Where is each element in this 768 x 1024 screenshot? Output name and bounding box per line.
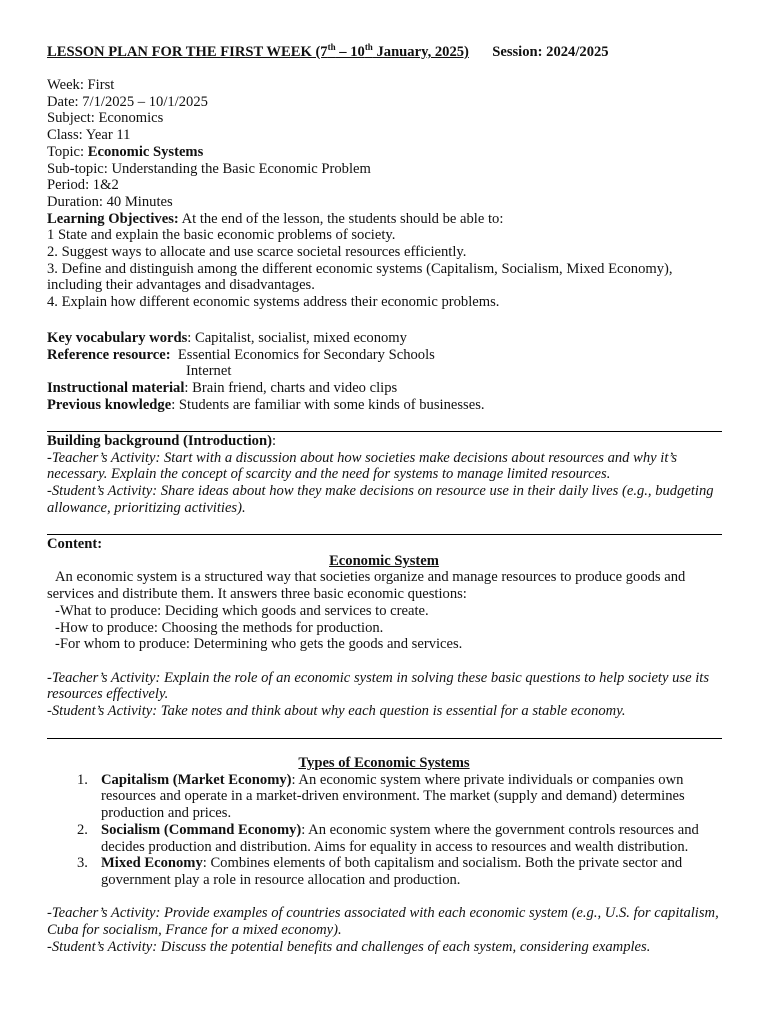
question-item: -How to produce: Choosing the methods for production.	[55, 619, 384, 636]
period-line: Period: 1&2	[47, 177, 119, 194]
spacer	[47, 653, 721, 670]
objective-item: 1 State and explain the basic economic problems of society.	[47, 227, 396, 244]
content-section	[47, 536, 721, 720]
material-line: Instructional material: Brain friend, charts and video clips	[47, 380, 398, 397]
economic-system-paragraph: An economic system is a structured way that societies organize and manage resources to produce goods and services and distribute them. It answers three basic economic questions:	[47, 569, 686, 603]
reference-line: Reference resource: Essential Economics for Secondary Schools	[47, 346, 435, 363]
types-section	[47, 755, 721, 955]
title-text: LESSON PLAN FOR THE FIRST WEEK (7th – 10th January, 2025)	[47, 42, 469, 60]
types-heading: Types of Economic Systems	[298, 755, 470, 771]
content-label: Content:	[47, 536, 103, 552]
teacher-activity: -Teacher’s Activity: Start with a discussion about how societies make decisions about resources and why it’s necessary. Explain the concept of scarcity and the need for systems to manage limited resources.	[47, 449, 678, 483]
student-activity: -Student’s Activity: Share ideas about how they make decisions on resource use in their daily lives (e.g., budgeting allowance, prioritizing activities).	[47, 483, 714, 516]
previous-knowledge-line: Previous knowledge: Students are familiar with some kinds of businesses.	[47, 396, 485, 413]
reference-line-2: Internet	[186, 363, 232, 380]
background-section	[47, 433, 721, 517]
objectives-intro: Learning Objectives: At the end of the lesson, the students should be able to:	[47, 210, 504, 227]
vocab-line: Key vocabulary words: Capitalist, socialist, mixed economy	[47, 330, 407, 346]
question-item: -What to produce: Deciding which goods and services to create.	[55, 602, 429, 619]
spacer	[47, 889, 721, 906]
duration-line: Duration: 40 Minutes	[47, 193, 173, 210]
section-divider	[47, 534, 722, 535]
economic-system-heading: Economic System	[329, 552, 439, 569]
section-divider	[47, 738, 722, 739]
class-line: Class: Year 11	[47, 127, 131, 144]
week-line: Week: First	[47, 77, 115, 93]
teacher-activity: -Teacher’s Activity: Explain the role of an economic system in solving these basic questions to help society use its resources effectively.	[47, 669, 709, 703]
list-item: 2. Socialism (Command Economy): An economic system where the government controls resources and decides production and distribution. Aims for equality in access to resources and wealth distribution.	[77, 821, 699, 855]
lesson-resources	[47, 330, 721, 414]
objective-item: 4. Explain how different economic systems address their economic problems.	[47, 294, 500, 311]
subtopic-line: Sub-topic: Understanding the Basic Economic Problem	[47, 160, 371, 177]
student-activity: -Student’s Activity: Take notes and think about why each question is essential for a stable economy.	[47, 703, 626, 720]
teacher-activity: -Teacher’s Activity: Provide examples of countries associated with each economic system (e.g., U.S. for capitalism, Cuba for socialism, France for a mixed economy).	[47, 905, 719, 939]
topic-line: Topic: Economic Systems	[47, 143, 204, 160]
session-label: Session: 2024/2025	[492, 44, 609, 60]
list-item: 1. Capitalism (Market Economy): An economic system where private individuals or companies own resources and operate in a market-driven environment. The market (supply and demand) determines production and prices.	[77, 771, 685, 822]
lesson-plan-title	[47, 44, 609, 61]
section-divider	[47, 431, 722, 432]
question-item: -For whom to produce: Determining who gets the goods and services.	[55, 636, 463, 653]
objective-item: 2. Suggest ways to allocate and use scarce societal resources efficiently.	[47, 244, 467, 261]
date-line: Date: 7/1/2025 – 10/1/2025	[47, 93, 208, 110]
student-activity: -Student’s Activity: Discuss the potential benefits and challenges of each system, considering examples.	[47, 938, 651, 955]
lesson-meta	[47, 77, 721, 311]
background-heading: Building background (Introduction):	[47, 433, 276, 449]
list-item: 3. Mixed Economy: Combines elements of both capitalism and socialism. Both the private sector and government play a role in resource allocation and production.	[77, 855, 683, 888]
subject-line: Subject: Economics	[47, 110, 164, 127]
types-list	[47, 772, 721, 889]
objective-item: 3. Define and distinguish among the different economic systems (Capitalism, Socialism, Mixed Economy), including their advantages and disadvantages.	[47, 260, 673, 294]
